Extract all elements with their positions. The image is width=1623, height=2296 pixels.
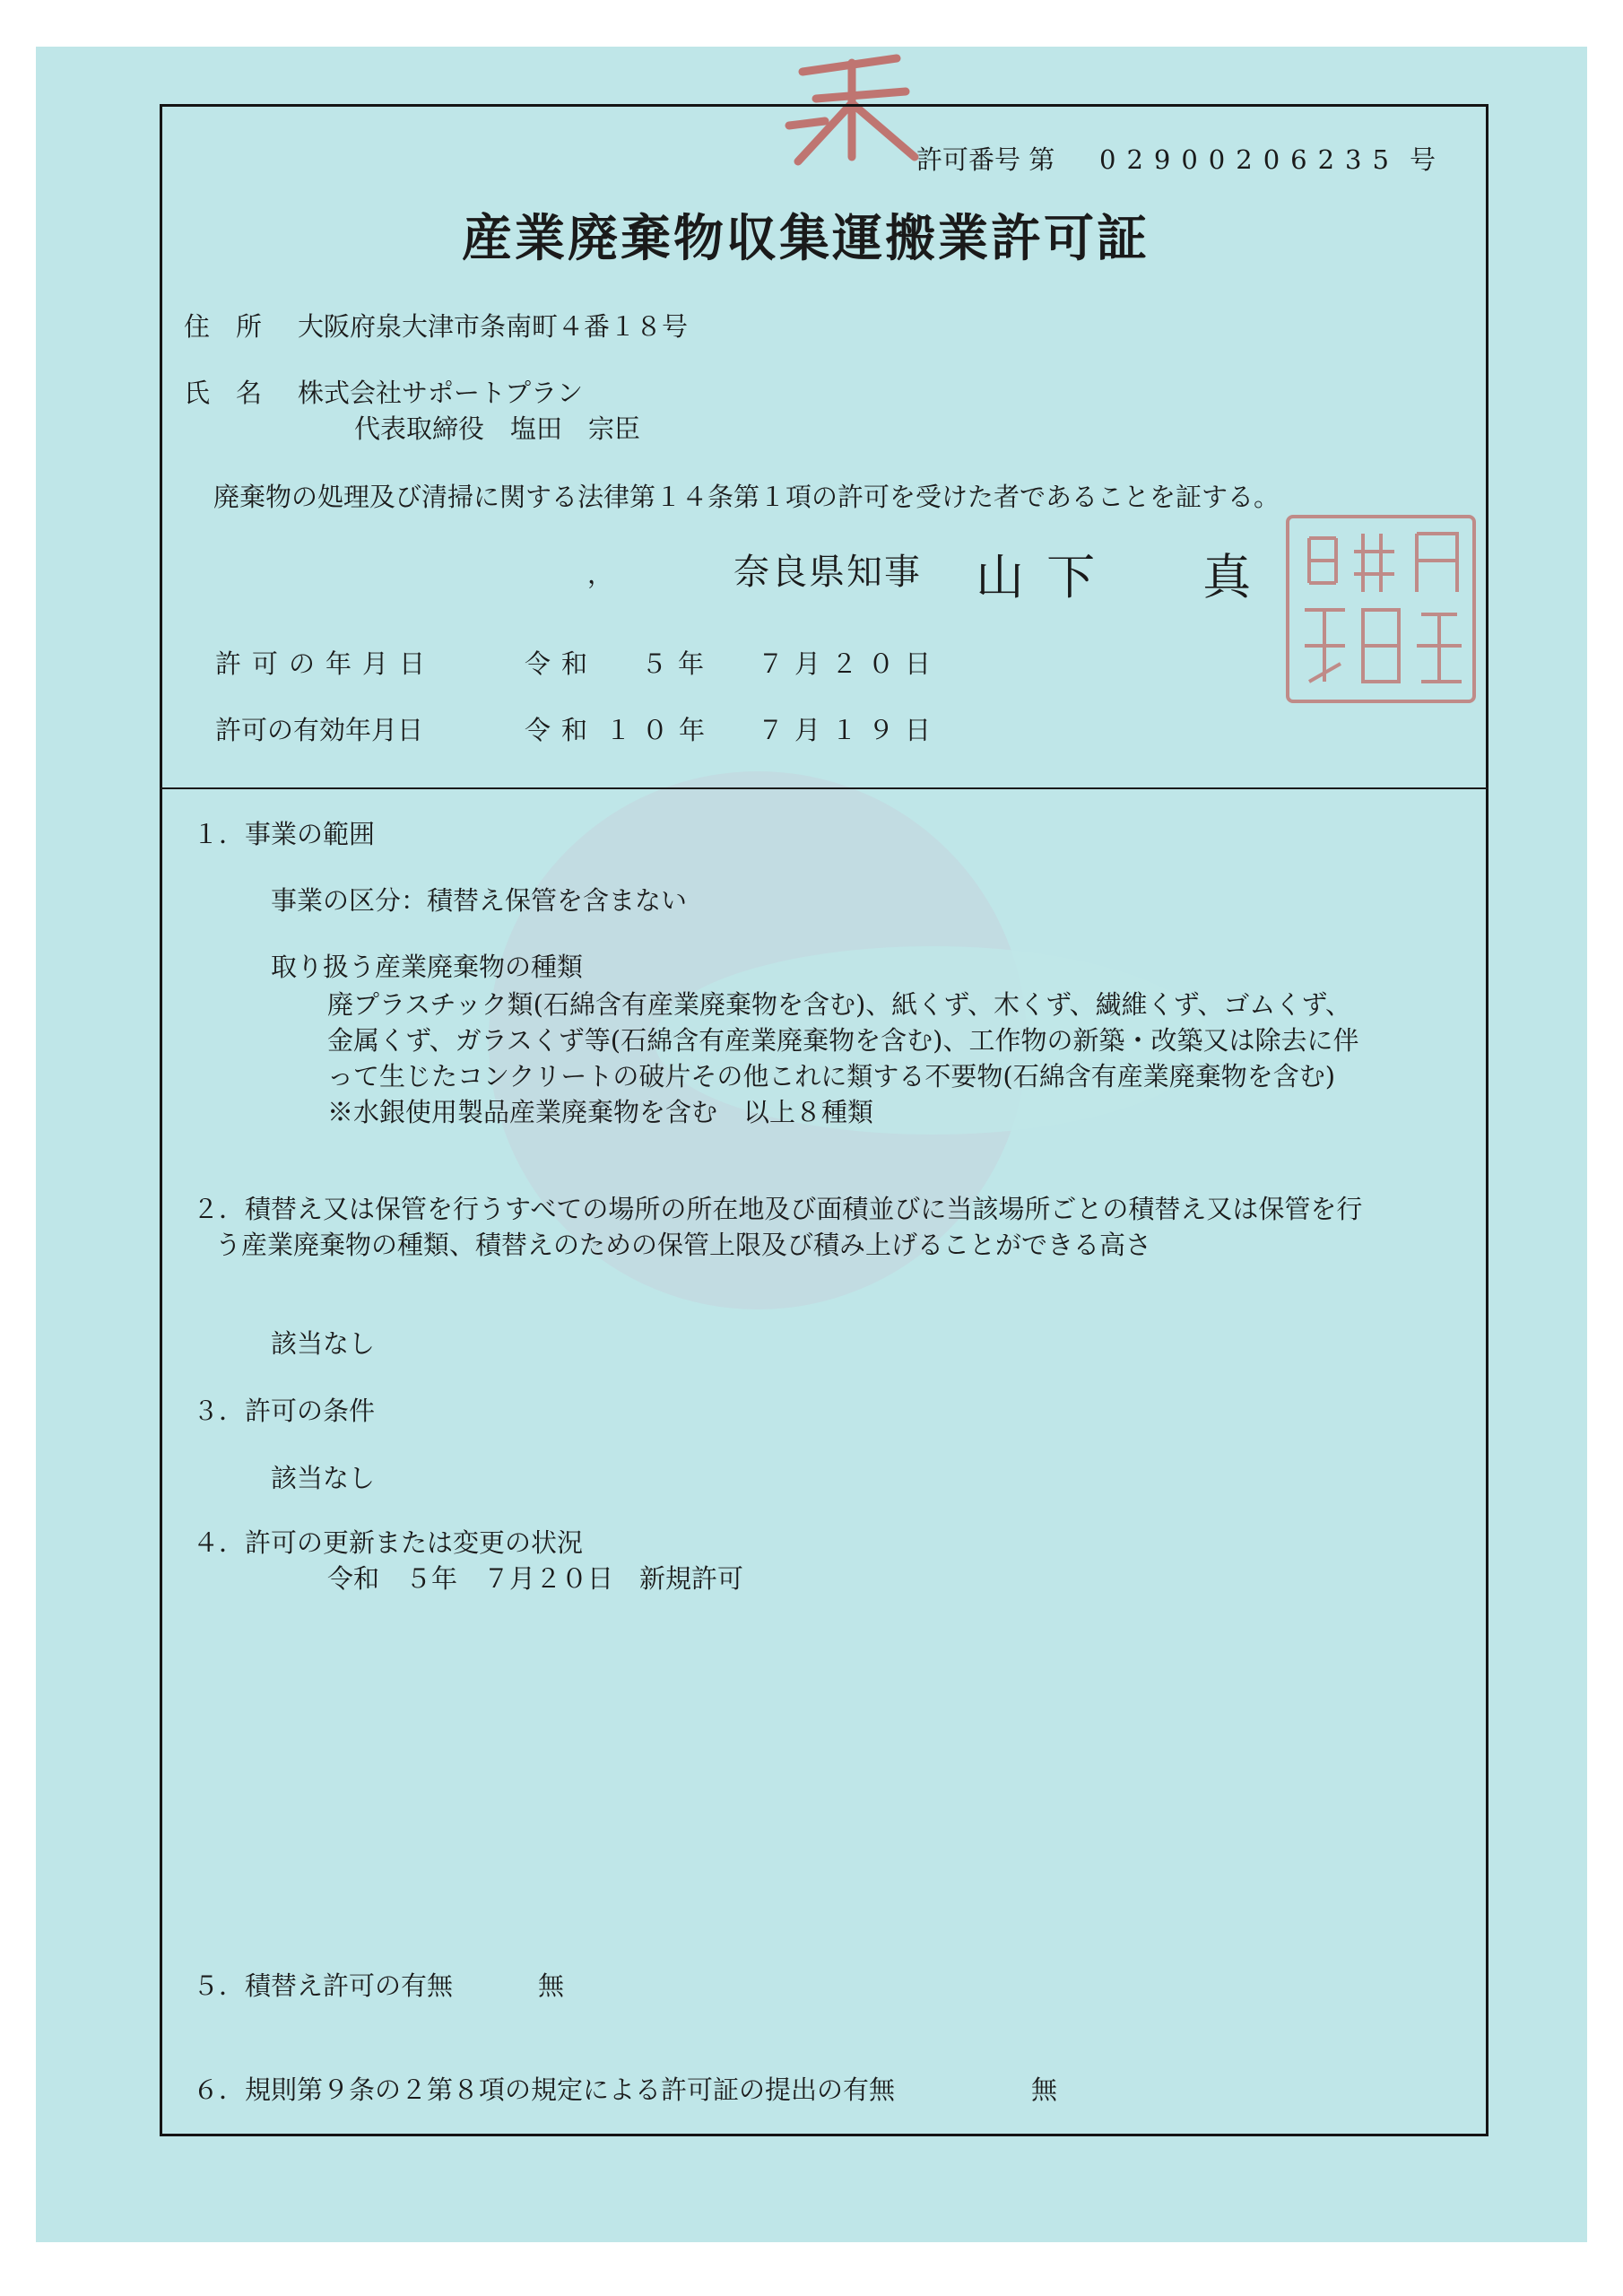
- section-2-body: 該当なし: [271, 1328, 376, 1359]
- section-6-value: 無: [1031, 2074, 1058, 2105]
- permit-date-era: 令和: [525, 648, 599, 679]
- expiry-date-era: 令和: [525, 715, 599, 745]
- page-title: 産業廃棄物収集運搬業許可証: [462, 210, 1150, 268]
- waste-types-line: って生じたコンクリートの破片その他これに類する不要物(石綿含有産業廃棄物を含む): [327, 1061, 1336, 1091]
- permit-number-suffix: 号: [1410, 144, 1436, 175]
- governor-name: 山 下 真: [976, 549, 1255, 605]
- section-divider: [160, 787, 1488, 789]
- waste-types-line: ※水銀使用製品産業廃棄物を含む 以上８種類: [327, 1097, 874, 1127]
- expiry-date-label: 許可の有効年月日: [215, 715, 424, 745]
- section-6-heading: ６．規則第９条の２第８項の規定による許可証の提出の有無: [193, 2074, 896, 2105]
- permit-date-month-day: ７月２０日: [758, 648, 942, 679]
- section-2-heading: ２．積替え又は保管を行うすべての場所の所在地及び面積並びに当該場所ごとの積替え又は保管を行: [193, 1194, 1363, 1224]
- section-1-heading: １．事業の範囲: [193, 819, 376, 849]
- section-2-heading-cont: う産業廃棄物の種類、積替えのための保管上限及び積み上げることができる高さ: [215, 1230, 1152, 1260]
- name-label: 氏 名: [184, 378, 263, 408]
- address-label: 住 所: [184, 311, 263, 342]
- section-3-body: 該当なし: [271, 1463, 376, 1493]
- business-category: 事業の区分：積替え保管を含まない: [271, 885, 688, 916]
- section-5-heading: ５．積替え許可の有無: [193, 1970, 454, 2001]
- section-5-value: 無: [538, 1970, 565, 2001]
- waste-types-line: 廃プラスチック類(石綿含有産業廃棄物を含む)、紙くず、木くず、繊維くず、ゴムくず、: [327, 989, 1352, 1020]
- governor-seal-stamp: [1282, 511, 1480, 707]
- comma-mark: ，: [587, 559, 614, 589]
- permit-date-year: ５年: [641, 648, 716, 679]
- section-3-heading: ３．許可の条件: [193, 1396, 376, 1426]
- governor-title: 奈良県知事: [733, 552, 922, 593]
- waste-types-line: 金属くず、ガラスくず等(石綿含有産業廃棄物を含む)、工作物の新築・改築又は除去に伴: [327, 1025, 1359, 1056]
- section-4-heading: ４．許可の更新または変更の状況: [193, 1527, 584, 1558]
- representative-name: 代表取締役 塩田 宗臣: [354, 413, 641, 444]
- company-name: 株式会社サポートプラン: [298, 378, 584, 408]
- section-4-body: 令和 ５年 ７月２０日 新規許可: [327, 1563, 744, 1594]
- permit-number: 02900206235: [1099, 144, 1400, 175]
- certification-statement: 廃棄物の処理及び清掃に関する法律第１４条第１項の許可を受けた者であることを証する。: [213, 482, 1280, 512]
- permit-date-label: 許可の年月日: [215, 648, 437, 679]
- expiry-date-month-day: ７月１９日: [758, 715, 942, 745]
- expiry-date-year: １０年: [605, 715, 716, 745]
- address-value: 大阪府泉大津市条南町４番１８号: [298, 311, 689, 342]
- permit-number-label: 許可番号 第: [916, 144, 1055, 175]
- waste-types-heading: 取り扱う産業廃棄物の種類: [271, 952, 584, 982]
